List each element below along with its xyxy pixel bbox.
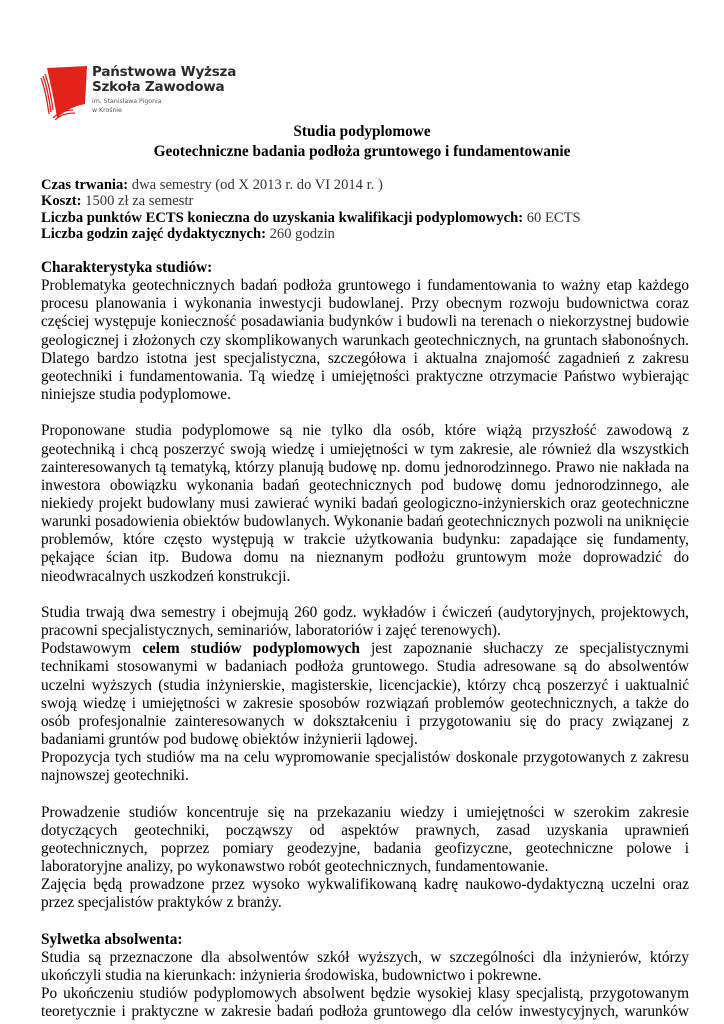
info-label: Liczba godzin zajęć dydaktycznych: <box>41 226 266 243</box>
document-body <box>41 259 689 1022</box>
paragraph-gap <box>41 586 689 604</box>
info-hours <box>41 226 691 242</box>
logo-mark-icon <box>39 64 89 120</box>
info-cost <box>41 193 691 209</box>
paragraph: Proponowane studia podyplomowe są nie tylko dla osób, które wiążą przyszłość zawodową z geotechniką i chcą poszerzyć swoją wiedzę i umiejętności w tym zakresie, ale również dla wszystkich zainteresowanych tą tematyką, którzy planują budowę np. domu jednorodzinnego. Prawo nie nakłada na inwestora obowiązku wykonania badań geotechnicznych pod budowę domu jednorodzinnego, ale niekiedy projekt budowlany musi zawierać wyniki badań geologiczno-inżynierskich oraz geotechniczne warunki posadowienia obiektów budowlanych. Wykonanie badań geotechnicznych pozwoli na uniknięcie problemów, które często występują w trakcie użytkowania budynku: zapadające się fundamenty, pękające ścian itp. Budowa domu na nieznanym podłożu gruntowym może doprowadzić do nieodwracalnych uszkodzeń konstrukcji. <box>41 422 689 585</box>
paragraph-gap <box>41 786 689 804</box>
info-duration <box>41 177 691 193</box>
logo-text <box>92 65 236 115</box>
paragraph: Propozycja tych studiów ma na celu wypromowanie specjalistów doskonale przygotowanych z zakresu najnowszej geotechniki. <box>41 749 689 785</box>
section-heading-graduate: Sylwetka absolwenta: <box>41 930 183 948</box>
logo-city: w Krośnie <box>92 106 122 114</box>
goal-emphasis: celem studiów podyplomowych <box>142 640 360 658</box>
info-label: Czas trwania: <box>41 177 129 193</box>
info-value: dwa semestry (od X 2013 r. do VI 2014 r. ) <box>128 177 383 193</box>
section-heading-characteristics: Charakterystyka studiów: <box>41 259 213 276</box>
logo-name-line1: Państwowa Wyższa <box>92 64 237 80</box>
paragraph-gap <box>41 913 689 931</box>
info-label: Liczba punktów ECTS konieczna do uzyskania kwalifikacji podyplomowych: <box>41 209 524 226</box>
logo-patron: im. Stanisława Pigonia <box>92 98 162 105</box>
course-info <box>41 177 691 243</box>
title-line2: Geotechniczne badania podłoża gruntowego i fundamentowanie <box>153 143 571 160</box>
institution-logo <box>39 62 239 120</box>
paragraph: Studia trwają dwa semestry i obejmują 260 godz. wykładów i ćwiczeń (audytoryjnych, projektowych, pracowni specjalistycznych, seminariów, laboratoriów i zajęć terenowych). <box>41 603 689 640</box>
info-label: Koszt: <box>41 193 82 210</box>
paragraph-goal <box>41 640 689 749</box>
paragraph: Zajęcia będą prowadzone przez wysoko wykwalifikowaną kadrę naukowo-dydaktyczną uczelni oraz przez specjalistów praktyków z branży. <box>41 876 689 912</box>
document-title <box>0 122 724 162</box>
info-value: 260 godzin <box>265 226 335 243</box>
goal-post: jest zapoznanie słuchaczy ze specjalistycznymi technikami stosowanymi w badaniach podłoża gruntowego. Studia adresowane są do absolwentów uczelni wyższych (studia inżynierskie, magisterskie, licencjackie), którzy chcą poszerzyć i uaktualnić swoją wiedzę i umiejętności w zakresie sposobów rozwiązań problemów geotechnicznych, a także do osób profesjonalnie zainteresowanych w dokształceniu i przygotowaniu się do pracy związanej z badaniami gruntów pod budowę obiektów inżynierii lądowej. <box>41 640 689 749</box>
info-value: 1500 zł za semestr <box>81 193 194 210</box>
paragraph: Prowadzenie studiów koncentruje się na przekazaniu wiedzy i umiejętności w szerokim zakresie dotyczących geotechniki, począwszy od aspektów prawnych, zasad uzyskania uprawnień geotechnicznych, poprzez pomiary geodezyjne, badania geofizyczne, geotechniczne polowe i laboratoryjne analizy, po wykonawstwo robót geotechnicznych, fundamentowanie. <box>41 803 689 876</box>
goal-pre: Podstawowym <box>41 640 143 658</box>
info-value: 60 ECTS <box>523 209 581 226</box>
logo-name-line2: Szkoła Zawodowa <box>92 79 225 95</box>
info-ects <box>41 210 691 226</box>
paragraph-gap <box>41 404 689 422</box>
paragraph: Studia są przeznaczone dla absolwentów szkół wyższych, w szczególności dla inżynierów, którzy ukończyli studia na kierunkach: inżynieria środowiska, budownictwo i pokrewne. <box>41 948 689 985</box>
paragraph: Problematyka geotechnicznych badań podłoża gruntowego i fundamentowania to ważny etap każdego procesu planowania i wykonania inwestycji budowlanej. Przy obecnym rozwoju budownictwa coraz częściej występuje konieczność posadawiania budynków i budowli na terenach o niekorzystnej budowie geologicznej i złożonych czy skomplikowanych warunkach geotechnicznych, na gruntach słabonośnych. Dlatego bardzo istotna jest specjalistyczna, szczegółowa i aktualna znajomość zagadnień z zakresu geotechniki i fundamentowania. Tą wiedzę i umiejętności praktyczne otrzymacie Państwo wybierając niniejsze studia podyplomowe. <box>41 277 689 404</box>
title-line1: Studia podyplomowe <box>293 123 431 140</box>
paragraph: Po ukończeniu studiów podyplomowych absolwent będzie wysokiej klasy specjalistą, przygotowanym teoretycznie i praktyczne w zakresie badań podłoża gruntowego dla celów inwestycyjnych, warunków <box>41 985 689 1021</box>
